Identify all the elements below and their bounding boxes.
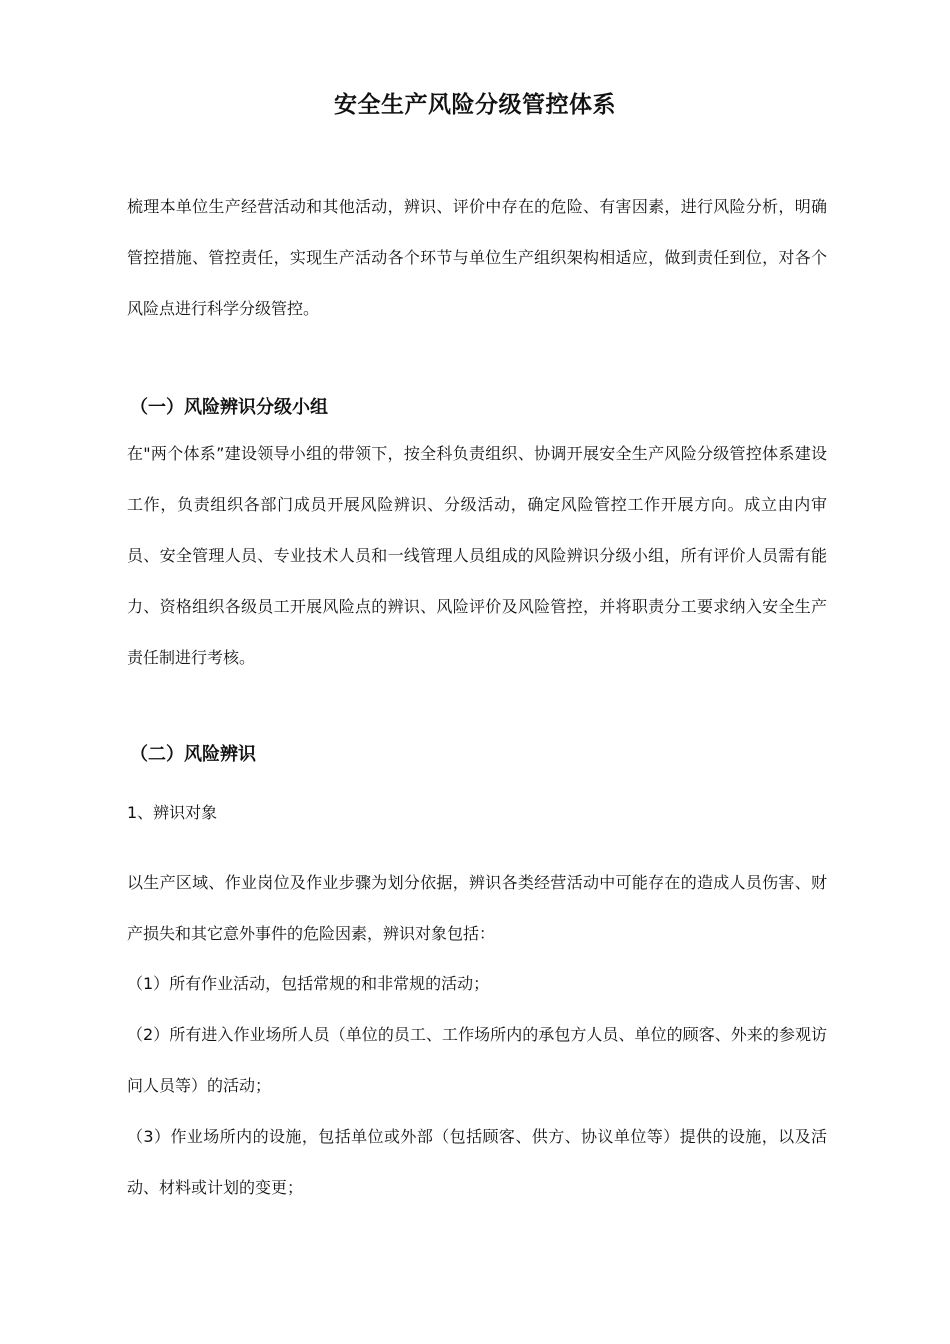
page-title: 安全生产风险分级管控体系 <box>334 92 616 118</box>
subheading-identification-objects: 1、辨识对象 <box>127 803 218 822</box>
list-item: （2）所有进入作业场所人员（单位的员工、工作场所内的承包方人员、单位的顾客、外来的参观访问人员等）的活动； <box>127 1025 827 1095</box>
list-item: （1）所有作业活动，包括常规的和非常规的活动； <box>127 974 490 993</box>
risk-group-paragraph: 在"两个体系”建设领导小组的带领下，按全科负责组织、协调开展安全生产风险分级管控体系建设工作，负责组织各部门成员开展风险辨识、分级活动，确定风险管控工作开展方向。成立由内审员、安全管理人员、专业技术人员和一线管理人员组成的风险辨识分级小组，所有评价人员需有能力、资格组织各级员工开展风险点的辨识、风险评价及风险管控，并将职责分工要求纳入安全生产责任制进行考核。 <box>127 444 827 667</box>
list-item: （3）作业场所内的设施，包括单位或外部（包括顾客、供方、协议单位等）提供的设施，以及活动、材料或计划的变更； <box>127 1127 827 1197</box>
identification-basis-paragraph: 以生产区域、作业岗位及作业步骤为划分依据，辨识各类经营活动中可能存在的造成人员伤害、财产损失和其它意外事件的危险因素，辨识对象包括： <box>127 873 827 943</box>
section-heading-risk-group: （一）风险辨识分级小组 <box>130 397 328 418</box>
intro-paragraph: 梳理本单位生产经营活动和其他活动，辨识、评价中存在的危险、有害因素，进行风险分析，明确管控措施、管控责任，实现生产活动各个环节与单位生产组织架构相适应，做到责任到位，对各个风险点进行科学分级管控。 <box>127 197 827 318</box>
section-heading-risk-identification: （二）风险辨识 <box>130 744 256 765</box>
